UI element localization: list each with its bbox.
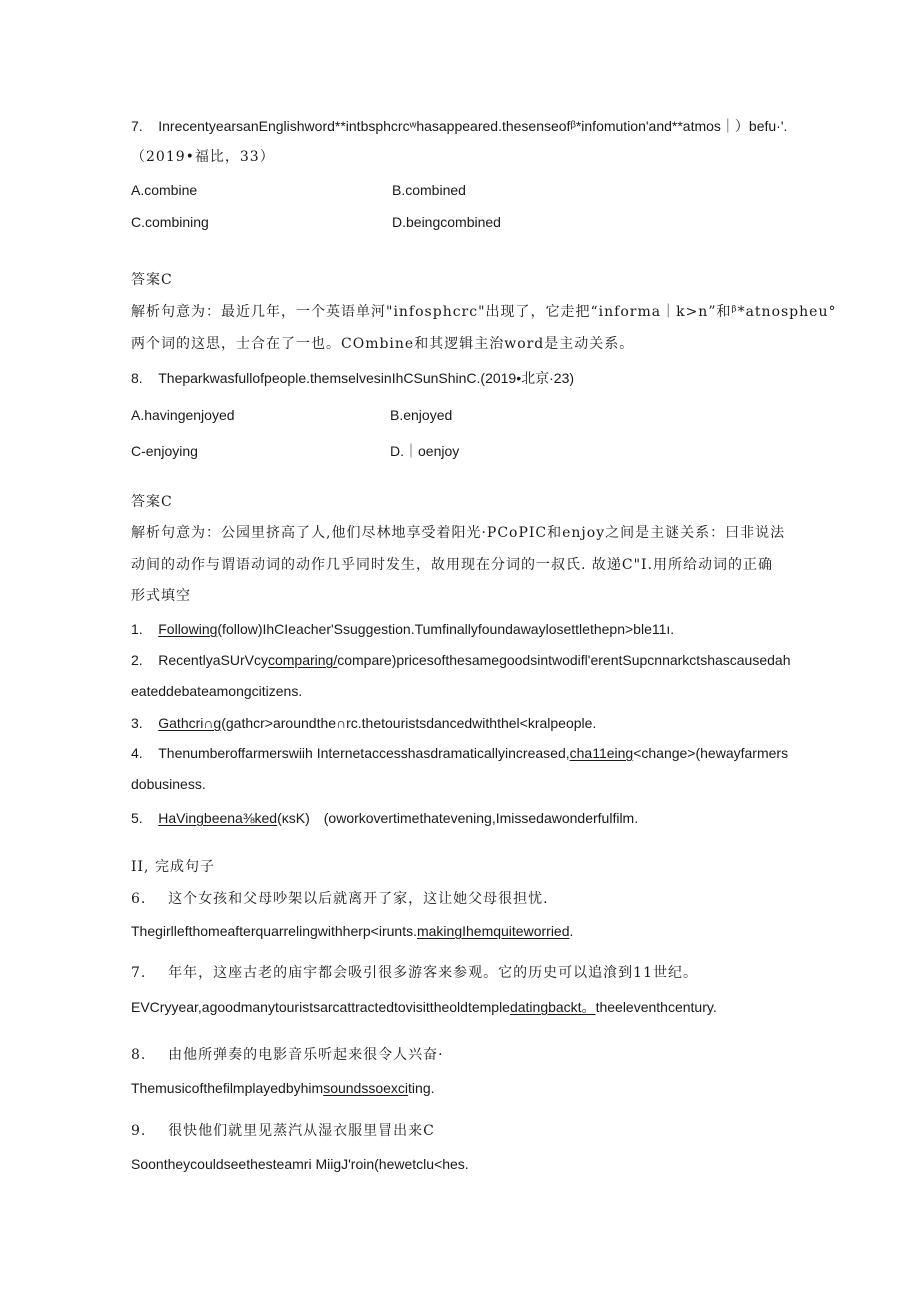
q8-analysis-line-3: 形式填空 <box>131 588 191 604</box>
sentence-8-end: ting. <box>408 1080 435 1096</box>
fill-item-5-number: 5. <box>131 810 143 826</box>
sentence-8-chinese: 8. 由他所弹奏的电影音乐听起来很令人兴奋· <box>131 1047 444 1063</box>
sentence-6-english <box>131 921 573 941</box>
sentence-6-text: Thegirllefthomeafterquarrelingwithherp<irunts. <box>131 923 417 939</box>
q7-option-c: C.combining <box>131 214 209 230</box>
q7-analysis-line-2: 两个词的这思，士合在了一也。COmbine和其逻辑主治word是主动关系。 <box>131 336 635 352</box>
q8-option-a: A.havingenjoyed <box>131 407 235 423</box>
fill-item-3-answer: Gathcri∩g <box>158 715 222 731</box>
q8-option-d: D.｜oenjoy <box>390 443 460 459</box>
sentence-7-text: EVCryyear,agoodmanytouristsarcattractedtovisittheoldtemple <box>131 999 510 1015</box>
fill-item-1-number: 1. <box>131 621 143 637</box>
fill-item-4-continued: dobusiness. <box>131 776 206 792</box>
sentence-8-text: Themusicofthefilmplayedbyhim <box>131 1080 324 1096</box>
sentence-9-english: Soontheycouldseethesteamri MiigJ'roin(hewetclu<hes. <box>131 1156 469 1172</box>
fill-item-4 <box>131 743 788 763</box>
q7-source: （2019•福比，33） <box>131 149 275 165</box>
fill-item-1-answer: Following <box>158 621 218 637</box>
section-heading: II, 完成句子 <box>131 859 215 875</box>
fill-item-2-text: compare)pricesofthesamegoodsintwodifl'erentSupcnnarkctshascausedah <box>337 652 791 668</box>
sentence-8-english <box>131 1078 435 1098</box>
sentence-7-answer: datingbackt。 <box>509 999 596 1015</box>
q8-stem: 8. Theparkwasfullofpeople.themselvesinIhCSunShinC.(2019•北京·23) <box>131 370 575 386</box>
fill-item-2-text-pre: RecentlyaSUrVcy <box>158 652 268 668</box>
q7-option-b: B.combined <box>392 182 466 198</box>
sentence-6-end: . <box>569 923 574 939</box>
fill-item-1 <box>131 619 674 639</box>
q7-answer: 答案C <box>131 272 173 288</box>
fill-item-4-number: 4. <box>131 745 143 761</box>
fill-item-3-number: 3. <box>131 715 143 731</box>
fill-item-4-answer: cha11eing <box>569 745 634 761</box>
q7-stem: 7. InrecentyearsanEnglishword**intbsphcrcʷhasappeared.thesenseofᵝ*infomution'and**atmos｜）befu·'. <box>131 118 788 134</box>
q8-answer: 答案C <box>131 494 173 510</box>
fill-item-4-text-pre: Thenumberoffarmerswiih Internetaccesshasdramaticallyincreased, <box>158 745 570 761</box>
q8-analysis-line-1: 解析句意为：公园里挤高了人,他们尽林地享受着阳光·PCoPIC和enjoy之间是主谜关系：曰非说法 <box>131 525 786 541</box>
fill-item-3 <box>131 713 596 733</box>
fill-item-2 <box>131 650 790 670</box>
sentence-7-english <box>131 997 717 1017</box>
q8-option-b: B.enjoyed <box>390 407 453 423</box>
sentence-9-chinese: 9. 很快他们就里见蒸汽从湿衣服里冒出来C <box>131 1123 435 1139</box>
fill-item-4-text: <change>(hewayfarmers <box>633 745 789 761</box>
fill-item-5 <box>131 808 638 828</box>
q7-option-d: D.beingcombined <box>392 214 501 230</box>
fill-item-5-answer: HaVingbeena⅜ked <box>158 810 278 826</box>
sentence-6-chinese: 6. 这个女孩和父母吵架以后就离开了家，这让她父母很担忧. <box>131 891 549 907</box>
fill-item-2-continued: eateddebateamongcitizens. <box>131 683 303 699</box>
fill-item-3-text: (gathcr>aroundthe∩rc.thetouristsdancedwiththel<kralpeople. <box>221 715 597 731</box>
fill-item-1-text: (follow)IhCIeacher'Ssuggestion.Tumfinallyfoundawaylosettlethepn>ble11ı. <box>217 621 675 637</box>
q7-analysis-line-1: 解析句意为：最近几年，一个英语单河"infosphcrc"出现了，它走把“informa｜k>n”和ᵝ*atnospheu° <box>131 304 837 320</box>
q8-option-c: C-enjoying <box>131 443 198 459</box>
q8-analysis-line-2: 动间的动作与谓语动词的动作几乎同时发生，故用现在分词的一叔氏. 故递C"I.用所给动词的正确 <box>131 557 774 573</box>
fill-item-2-answer: comparing/ <box>267 652 338 668</box>
fill-item-5-text: (κsK) (oworkovertimethatevening,Imissedawonderfulfilm. <box>277 810 639 826</box>
fill-item-2-number: 2. <box>131 652 143 668</box>
sentence-7-chinese: 7. 年年，这座古老的庙宇都会吸引很多游客来参观。它的历史可以追湌到11世纪。 <box>131 965 698 981</box>
q7-option-a: A.combine <box>131 182 198 198</box>
sentence-8-answer: soundssoexci <box>323 1080 409 1096</box>
sentence-6-answer: makingIhemquiteworried <box>416 923 570 939</box>
sentence-7-end: theeleventhcentury. <box>595 999 717 1015</box>
